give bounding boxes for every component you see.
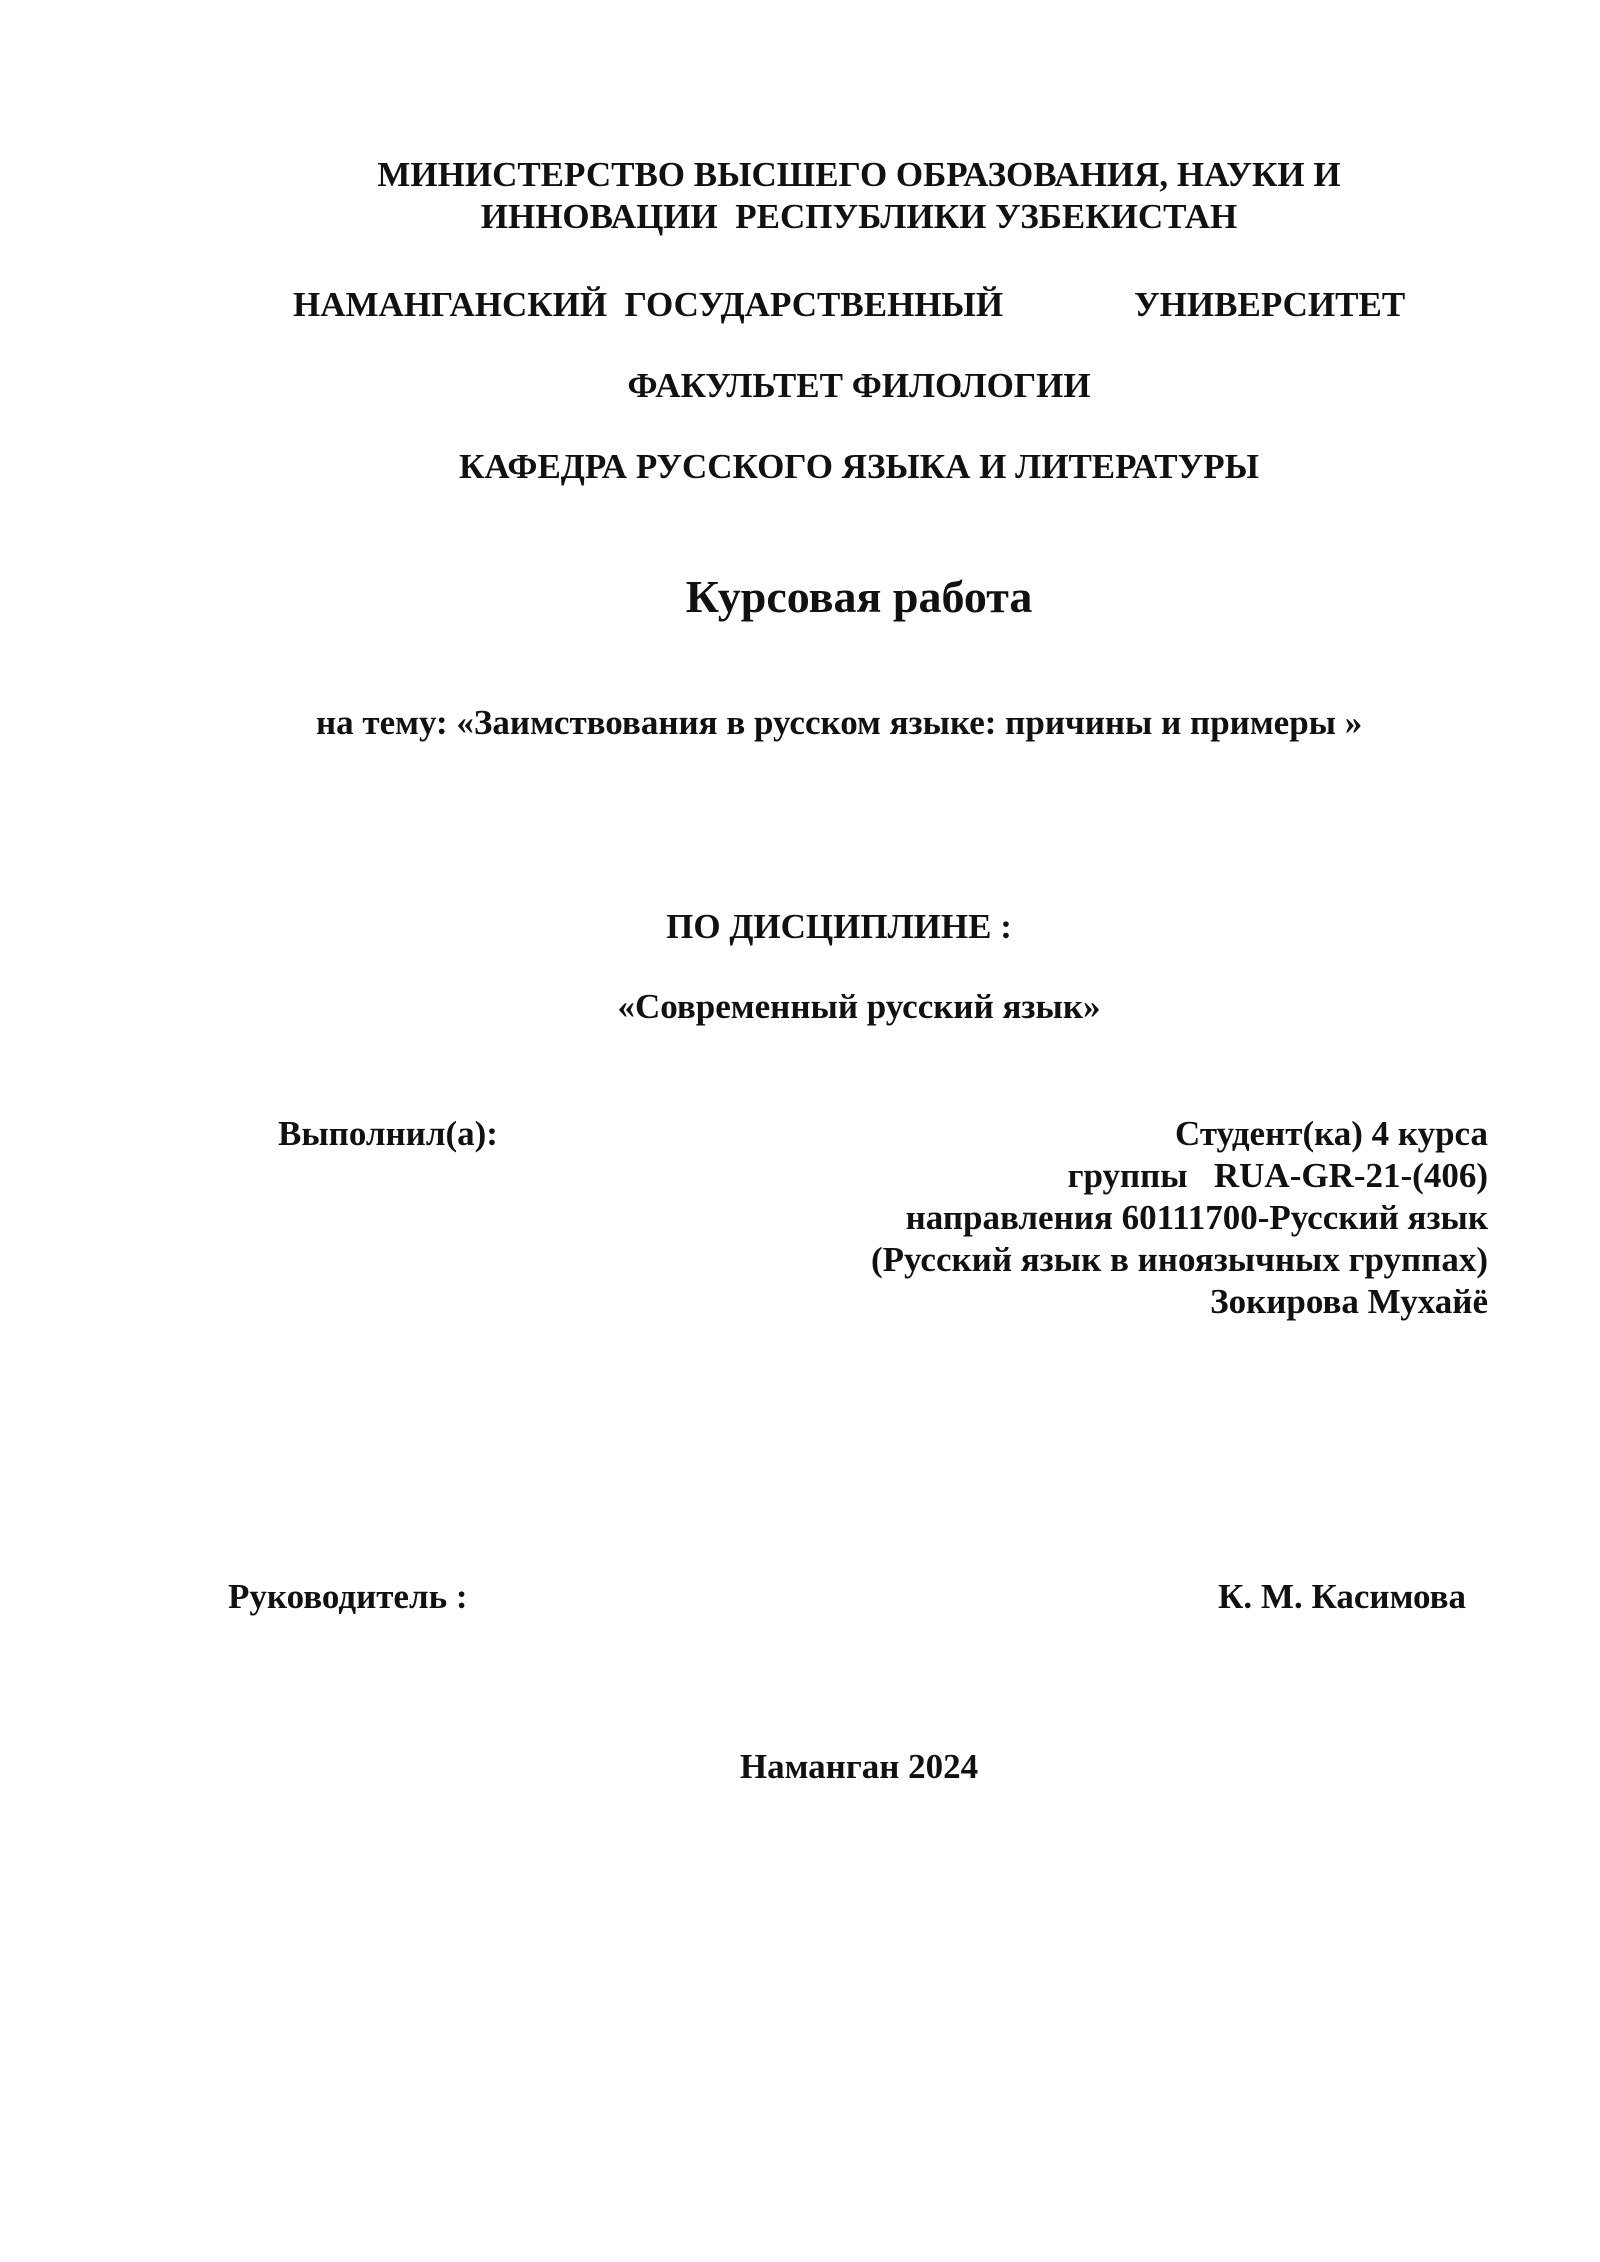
work-type-title: Курсовая работа bbox=[685, 571, 1033, 622]
author-course: Студент(ка) 4 курса bbox=[1175, 1114, 1488, 1153]
author-name: Зокирова Мухайё bbox=[1210, 1282, 1488, 1321]
author-direction: направления 60111700-Русский язык bbox=[905, 1198, 1488, 1237]
author-label: Выполнил(а): bbox=[278, 1114, 498, 1153]
discipline-name: «Современный русский язык» bbox=[617, 987, 1101, 1026]
faculty-name: ФАКУЛЬТЕТ ФИЛОЛОГИИ bbox=[627, 366, 1091, 405]
place-and-year: Наманган 2024 bbox=[739, 1747, 979, 1786]
author-group: группы RUA-GR-21-(406) bbox=[1067, 1156, 1488, 1195]
university-name-part-2: УНИВЕРСИТЕТ bbox=[1134, 285, 1406, 324]
ministry-line-1: МИНИСТЕРСТВО ВЫСШЕГО ОБРАЗОВАНИЯ, НАУКИ И bbox=[377, 155, 1341, 194]
department-name: КАФЕДРА РУССКОГО ЯЗЫКА И ЛИТЕРАТУРЫ bbox=[458, 447, 1260, 486]
work-topic: на тему: «Заимствования в русском языке: причины и примеры » bbox=[316, 703, 1363, 742]
supervisor-name: К. М. Касимова bbox=[1218, 1577, 1466, 1616]
author-direction-detail: (Русский язык в иноязычных группах) bbox=[870, 1240, 1488, 1279]
supervisor-label: Руководитель : bbox=[228, 1577, 468, 1616]
ministry-line-2: ИННОВАЦИИ РЕСПУБЛИКИ УЗБЕКИСТАН bbox=[480, 197, 1238, 236]
university-name-part-1: НАМАНГАНСКИЙ ГОСУДАРСТВЕННЫЙ bbox=[293, 285, 1004, 324]
discipline-label: ПО ДИСЦИПЛИНЕ : bbox=[666, 907, 1012, 946]
